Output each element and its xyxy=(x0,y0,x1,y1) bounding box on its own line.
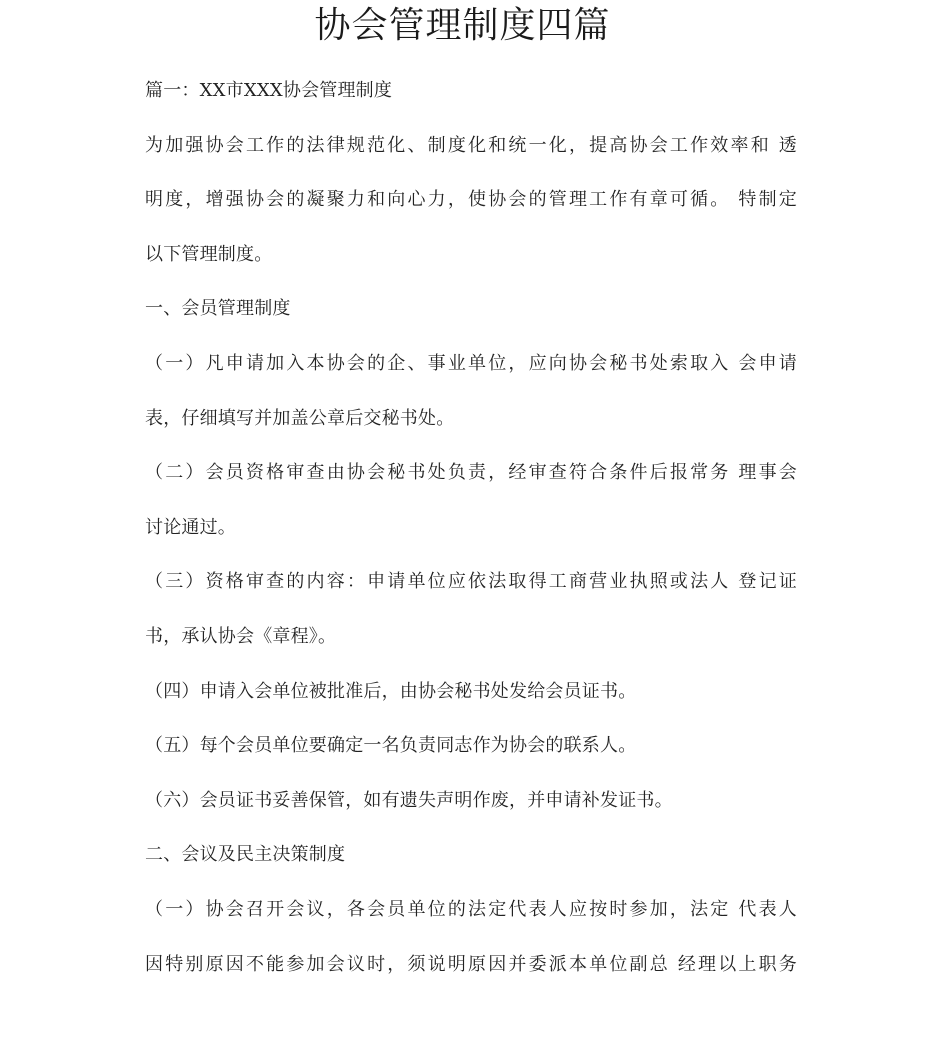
paragraph-line: 篇一：XX市XXX协会管理制度 xyxy=(145,80,393,101)
paragraph-line: 书，承认协会《章程》。 xyxy=(145,625,337,647)
paragraph-line: 明度，增强协会的凝聚力和向心力，使协会的管理工作有章可循。 特制定 xyxy=(145,189,797,211)
paragraph-line: （二）会员资格审查由协会秘书处负责，经审查符合条件后报常务 理事会 xyxy=(145,462,797,484)
section-heading: 一、会员管理制度 xyxy=(145,298,291,320)
paragraph-line: 以下管理制度。 xyxy=(145,243,273,265)
document-title: 协会管理制度四篇 xyxy=(314,5,611,46)
paragraph-line: （六）会员证书妥善保管，如有遗失声明作废，并申请补发证书。 xyxy=(145,789,673,811)
paragraph-line: 为加强协会工作的法律规范化、制度化和统一化，提高协会工作效率和 透 xyxy=(145,134,797,156)
paragraph-line: 因特别原因不能参加会议时，须说明原因并委派本单位副总 经理以上职务 xyxy=(145,953,797,975)
paragraph-line: （一）凡申请加入本协会的企、事业单位，应向协会秘书处索取入 会申请 xyxy=(145,352,797,374)
paragraph-line: （一）协会召开会议，各会员单位的法定代表人应按时参加，法定 代表人 xyxy=(145,898,797,920)
paragraph-line: （四）申请入会单位被批准后，由协会秘书处发给会员证书。 xyxy=(145,680,637,702)
document-body xyxy=(145,74,797,1002)
paragraph-line: 表，仔细填写并加盖公章后交秘书处。 xyxy=(145,407,455,429)
paragraph-line: 讨论通过。 xyxy=(145,516,236,538)
paragraph-line: （三）资格审查的内容：申请单位应依法取得工商营业执照或法人 登记证 xyxy=(145,571,797,593)
section-heading: 二、会议及民主决策制度 xyxy=(145,844,346,866)
paragraph-line: （五）每个会员单位要确定一名负责同志作为协会的联系人。 xyxy=(145,735,637,757)
